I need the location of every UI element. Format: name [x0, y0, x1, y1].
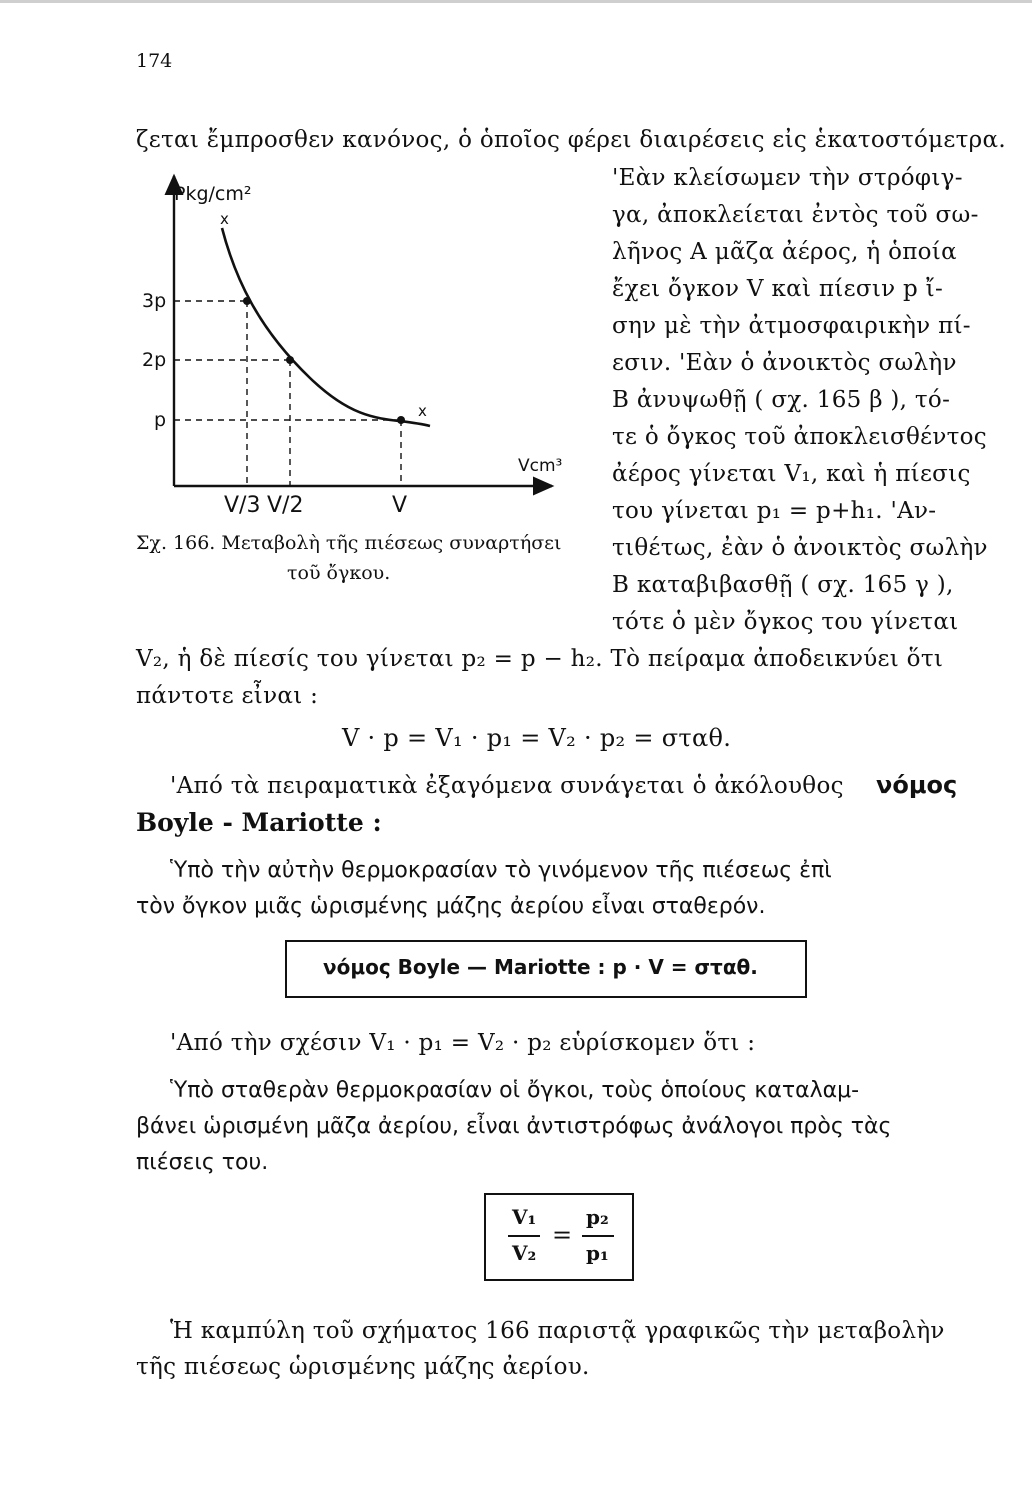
- right-col-line: γα, ἀποκλείεται ἐντὸς τοῦ σω-: [612, 202, 979, 228]
- proportion-statement-line: Ὑπὸ σταθερὰν θερμοκρασίαν οἱ ὄγκοι, τοὺς ὁποίους καταλαμ-: [170, 1078, 860, 1103]
- fraction-left-denominator: V₂: [512, 1241, 537, 1265]
- intro-line: ζεται ἔμπροσθεν κανόνος, ὁ ὁποῖος φέρει διαιρέσεις εἰς ἑκατοστόμετρα.: [136, 127, 1006, 153]
- point-3p: [243, 297, 251, 305]
- figure-caption-line2: τοῦ ὄγκου.: [287, 562, 391, 584]
- right-col-line: Β ἀνυψωθῇ ( σχ. 165 β ), τό-: [612, 387, 951, 413]
- law-statement-line: Ὑπὸ τὴν αὐτὴν θερμοκρασίαν τὸ γινόμενον τῆς πιέσεως ἐπὶ: [170, 858, 832, 883]
- relation-line: 'Από τὴν σχέσιν V₁ · p₁ = V₂ · p₂ εὑρίσκομεν ὅτι :: [170, 1030, 756, 1056]
- y-axis-label: Pkg/cm²: [174, 183, 252, 205]
- body-line: πάντοτε εἶναι :: [136, 683, 319, 709]
- right-col-line: τιθέτως, ἐὰν ὁ ἀνοικτὸς σωλὴν: [612, 535, 988, 561]
- fraction-right-denominator: p₁: [586, 1241, 609, 1265]
- isotherm-curve: [222, 228, 430, 426]
- right-col-line: λῆνος Α μᾶζα ἀέρος, ἡ ὁποία: [612, 239, 957, 265]
- right-col-line: 'Εὰν κλείσωμεν τὴν στρόφιγ-: [612, 165, 963, 191]
- x-tick-v: V: [392, 493, 408, 518]
- right-col-line: ἀέρος γίνεται V₁, καὶ ἡ πίεσις: [612, 461, 971, 487]
- point-2p: [286, 356, 294, 364]
- right-col-line: Β καταβιβασθῇ ( σχ. 165 γ ),: [612, 572, 954, 598]
- inverse-proportion-box: [484, 1193, 634, 1281]
- page-number: 174: [136, 50, 173, 72]
- equation-vp-constant: V · p = V₁ · p₁ = V₂ · p₂ = σταθ.: [342, 724, 732, 752]
- curve-start-marker: x: [220, 210, 229, 228]
- law-box: [285, 940, 807, 998]
- fraction-left-bar: [508, 1235, 540, 1237]
- right-col-line: σην μὲ τὴν ἀτμοσφαιρικὴν πί-: [612, 313, 971, 339]
- proportion-statement-line: πιέσεις του.: [136, 1150, 269, 1175]
- right-col-line: τε ὁ ὄγκος τοῦ ἀποκλεισθέντος: [612, 424, 987, 450]
- figure-caption-line1: Σχ. 166. Μεταβολὴ τῆς πιέσεως συναρτήσει: [136, 532, 562, 554]
- body-line: V₂, ἡ δὲ πίεσίς του γίνεται p₂ = p − h₂. Τὸ πείραμα ἀποδεικνύει ὅτι: [136, 646, 944, 672]
- conclusion-line: 'Από τὰ πειραματικὰ ἐξαγόμενα συνάγεται ὁ ἀκόλουθος: [170, 773, 844, 799]
- right-col-line: του γίνεται p₁ = p+h₁. 'Αν-: [612, 498, 937, 524]
- law-name-heading: Boyle - Mariotte :: [136, 808, 382, 837]
- x-tick-v-half: V/2: [267, 493, 304, 518]
- right-col-line: ἔχει ὄγκον V καὶ πίεσιν p ἴ-: [612, 276, 944, 302]
- pressure-volume-figure: [140, 168, 580, 518]
- proportion-statement-line: βάνει ὡρισμένη μᾶζα ἀερίου, εἶναι ἀντιστρόφως ἀνάλογοι πρὸς τὰς: [136, 1114, 892, 1139]
- right-col-line: τότε ὁ μὲν ὄγκος του γίνεται: [612, 609, 959, 635]
- right-col-line: εσιν. 'Εὰν ὁ ἀνοικτὸς σωλὴν: [612, 350, 957, 376]
- x-tick-v-third: V/3: [224, 493, 261, 518]
- law-statement-line: τὸν ὄγκον μιᾶς ὡρισμένης μάζης ἀερίου εἶναι σταθερόν.: [136, 894, 766, 919]
- closing-line: τῆς πιέσεως ὡρισμένης μάζης ἀερίου.: [136, 1354, 590, 1380]
- page-top-edge: [0, 0, 1032, 3]
- guide-lines: [174, 301, 401, 486]
- closing-line: Ἡ καμπύλη τοῦ σχήματος 166 παριστᾷ γραφικῶς τὴν μεταβολὴν: [170, 1318, 945, 1344]
- fraction-right-bar: [582, 1235, 614, 1237]
- curve-end-marker: x: [418, 402, 427, 420]
- fraction-right-numerator: p₂: [586, 1205, 609, 1229]
- y-tick-2p: 2p: [142, 349, 167, 371]
- x-axis-label: Vcm³: [518, 456, 563, 476]
- point-p: [397, 416, 405, 424]
- fraction-equals: =: [552, 1221, 573, 1249]
- law-word: νόμος: [876, 771, 958, 799]
- y-tick-p: p: [154, 409, 167, 431]
- fraction-left-numerator: V₁: [512, 1205, 537, 1229]
- y-tick-3p: 3p: [142, 290, 167, 312]
- law-box-text: νόμος Boyle — Mariotte : p · V = σταθ.: [323, 955, 758, 979]
